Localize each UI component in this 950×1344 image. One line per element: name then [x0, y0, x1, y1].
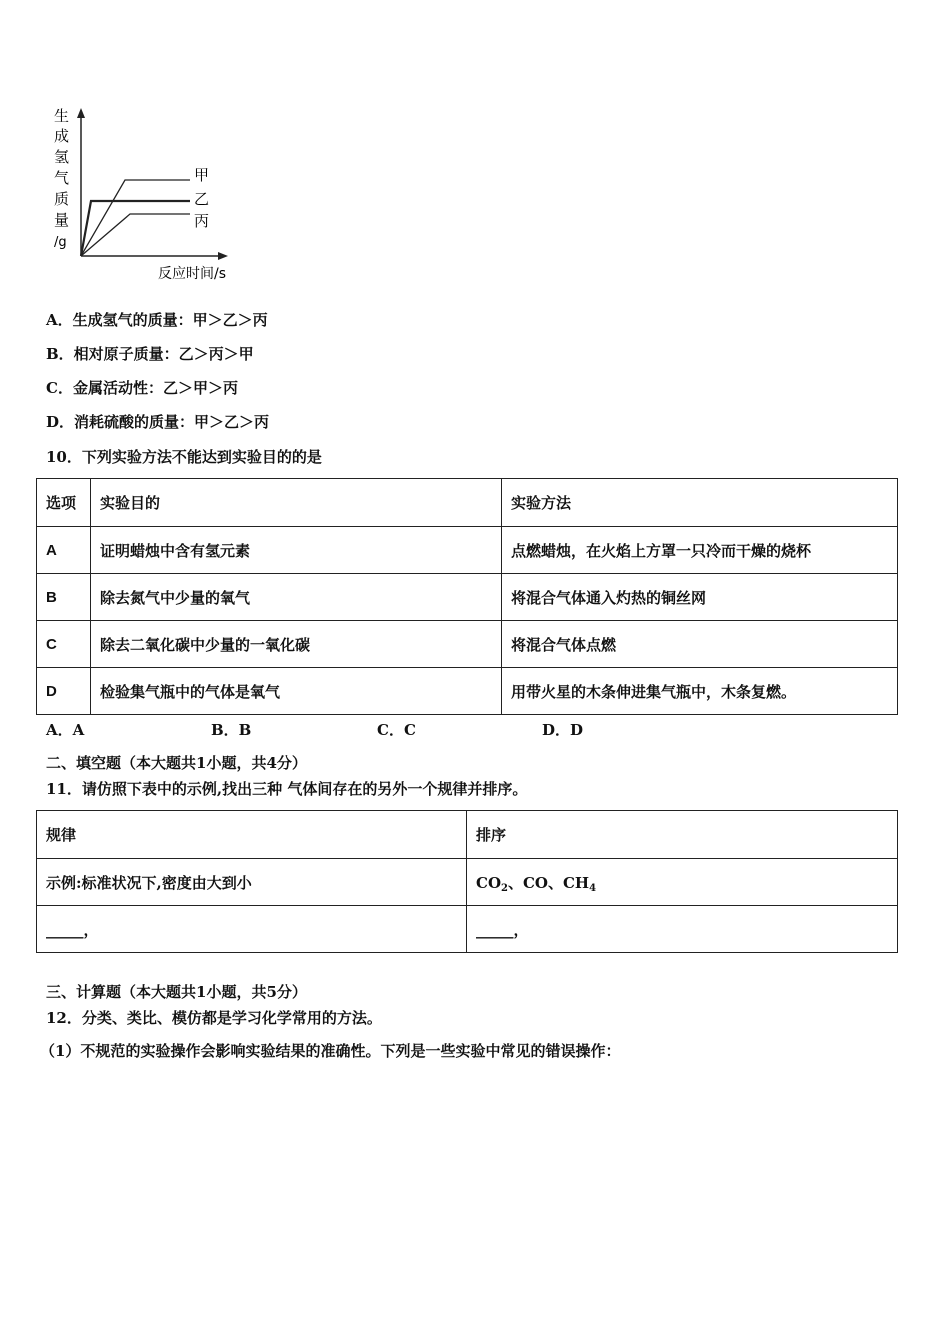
- series-jia-line: [81, 180, 190, 256]
- q9-option-b: B．相对原子质量：乙＞丙＞甲: [46, 345, 254, 363]
- blank-order[interactable]: _____，: [467, 906, 898, 953]
- q9-option-a: A．生成氢气的质量：甲＞乙＞丙: [46, 311, 268, 329]
- table-row: [37, 906, 898, 953]
- y-label-char: 量: [54, 211, 70, 229]
- q10-choice-a: A．A: [46, 721, 85, 739]
- table-row: [37, 668, 898, 715]
- y-label-char: 质: [54, 190, 70, 208]
- table-header-row: [37, 479, 898, 527]
- q11-stem: 11．请仿照下表中的示例,找出三种 气体间存在的另外一个规律并排序。: [46, 780, 528, 798]
- row-purpose: 检验集气瓶中的气体是氧气: [91, 668, 502, 715]
- q9-option-c: C．金属活动性：乙＞甲＞丙: [46, 379, 238, 397]
- series-label-yi: 乙: [194, 190, 210, 208]
- header-order: 排序: [467, 811, 898, 859]
- series-label-bing: 丙: [194, 212, 210, 230]
- q10-choice-d: D．D: [542, 721, 584, 739]
- formula-co2: CO: [476, 873, 502, 892]
- formula-co-ch: 、CO、CH: [507, 873, 590, 892]
- row-purpose: 除去二氧化碳中少量的一氧化碳: [91, 621, 502, 668]
- x-axis-label: 反应时间/s: [158, 266, 227, 282]
- row-method: 将混合气体点燃: [502, 621, 898, 668]
- y-label-char: /g: [54, 235, 67, 250]
- table-row: [37, 574, 898, 621]
- y-axis-arrow: [77, 108, 85, 118]
- section3-title: 三、计算题（本大题共1小题，共5分）: [46, 983, 307, 1001]
- section2-title: 二、填空题（本大题共1小题，共4分）: [46, 754, 307, 772]
- subscript-4: 4: [589, 882, 597, 894]
- header-method: 实验方法: [502, 479, 898, 527]
- header-purpose: 实验目的: [91, 479, 502, 527]
- table-header-row: [37, 811, 898, 859]
- table-row: [37, 859, 898, 906]
- series-bing-line: [81, 214, 190, 256]
- q10-table: [36, 478, 898, 715]
- row-option: A: [37, 527, 91, 574]
- row-option: C: [37, 621, 91, 668]
- subscript-2: 2: [501, 882, 508, 894]
- x-axis-arrow: [218, 252, 228, 260]
- row-option: B: [37, 574, 91, 621]
- row-method: 点燃蜡烛，在火焰上方罩一只冷而干燥的烧杯: [502, 527, 898, 574]
- row-method: 将混合气体通入灼热的铜丝网: [502, 574, 898, 621]
- blank-rule[interactable]: _____，: [37, 906, 467, 953]
- y-label-char: 氢: [54, 148, 70, 166]
- q11-table: [36, 810, 898, 953]
- example-rule: 示例:标准状况下,密度由大到小: [37, 859, 467, 906]
- row-purpose: 证明蜡烛中含有氢元素: [91, 527, 502, 574]
- y-label-char: 成: [54, 127, 70, 145]
- q12-stem: 12．分类、类比、模仿都是学习化学常用的方法。: [46, 1009, 382, 1027]
- row-method: 用带火星的木条伸进集气瓶中，木条复燃。: [502, 668, 898, 715]
- series-label-jia: 甲: [194, 166, 210, 184]
- q10-choice-b: B．B: [211, 721, 252, 739]
- q10-choice-c: C．C: [377, 721, 416, 739]
- example-order: [467, 859, 898, 906]
- header-rule: 规律: [37, 811, 467, 859]
- hydrogen-mass-graph: [50, 104, 250, 286]
- header-option: 选项: [37, 479, 91, 527]
- table-row: [37, 527, 898, 574]
- y-label-char: 气: [54, 169, 70, 187]
- y-label-char: 生: [54, 107, 70, 125]
- row-option: D: [37, 668, 91, 715]
- q10-stem: 10．下列实验方法不能达到实验目的的是: [46, 448, 322, 466]
- row-purpose: 除去氮气中少量的氧气: [91, 574, 502, 621]
- q9-option-d: D．消耗硫酸的质量：甲＞乙＞丙: [46, 413, 270, 431]
- table-row: [37, 621, 898, 668]
- q12-part1: （1）不规范的实验操作会影响实验结果的准确性。下列是一些实验中常见的错误操作：: [40, 1042, 621, 1060]
